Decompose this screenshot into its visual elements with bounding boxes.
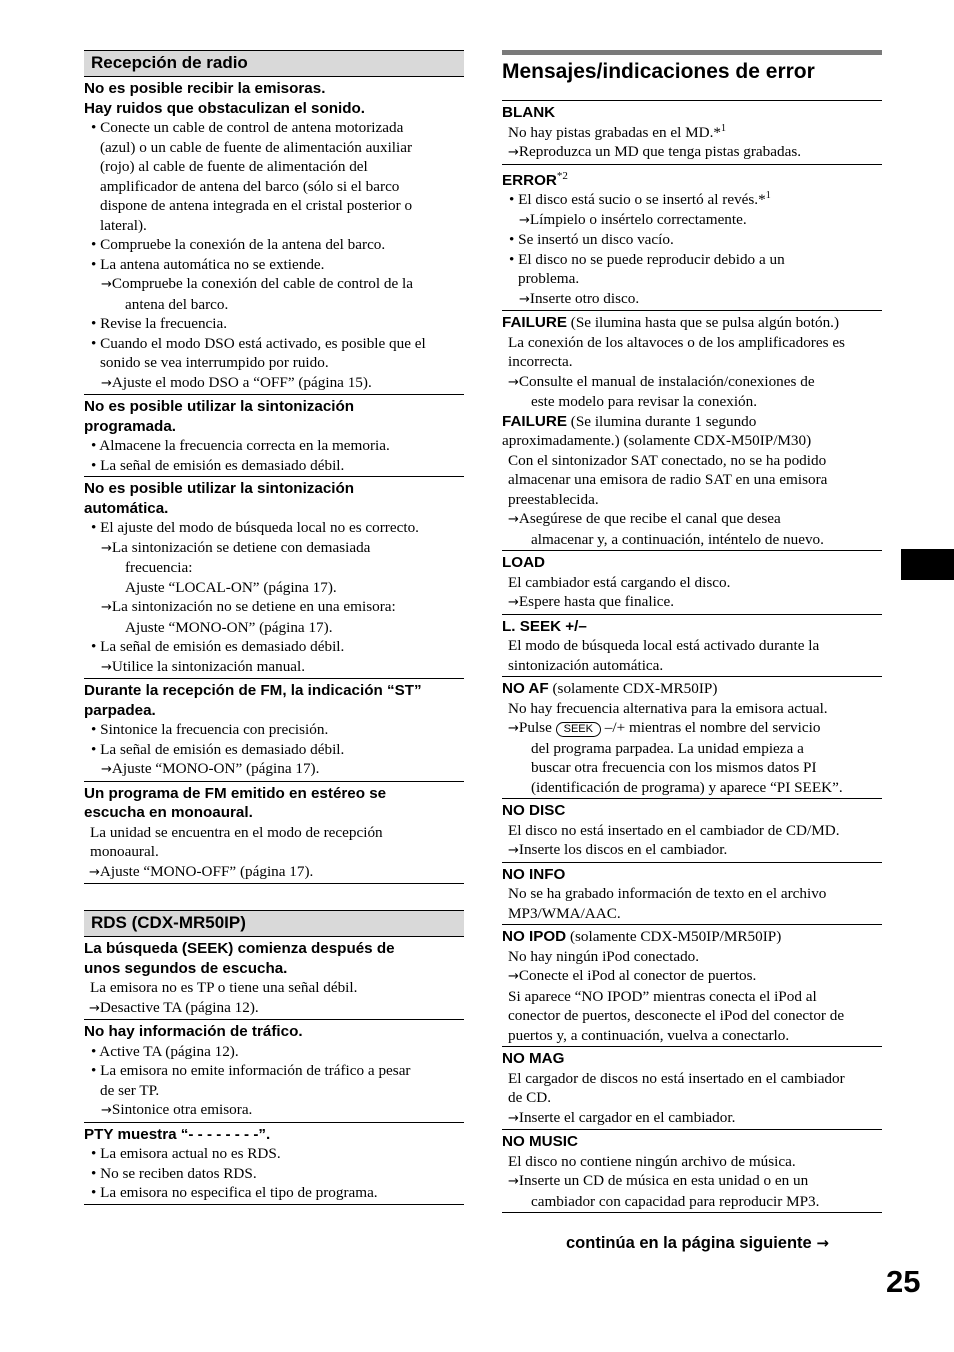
msg-blank bbox=[502, 100, 882, 164]
arrow-item: →Inserte un CD de música en esta unidad o en un bbox=[508, 1172, 809, 1190]
issue-preset-tuning bbox=[84, 395, 464, 477]
arrow-icon: → bbox=[101, 1103, 112, 1118]
arrow-icon: → bbox=[508, 374, 519, 390]
bullet-item: • Almacene la frecuencia correcta en la memoria. bbox=[91, 437, 390, 454]
text-line: conector de puertos, desconecte el iPod del conector de bbox=[508, 1007, 845, 1025]
bullet-item: • Conecte un cable de control de antena motorizada bbox=[91, 119, 404, 136]
bullet-item: • La antena automática no se extiende. bbox=[91, 255, 325, 273]
msg-no-music bbox=[502, 1129, 882, 1213]
issue-title: Durante la recepción de FM, la indicación “ST” bbox=[84, 682, 422, 699]
bullet-item: • Cuando el modo DSO está activado, es posible que el bbox=[91, 334, 426, 352]
arrow-cont: del programa parpadea. La unidad empieza a bbox=[531, 739, 804, 757]
bullet-item: • Revise la frecuencia. bbox=[91, 315, 228, 332]
issue-title: No es posible recibir la emisoras. bbox=[84, 80, 326, 97]
page-title: Mensajes/indicaciones de error bbox=[502, 50, 882, 100]
arrow-item: →Utilice la sintonización manual. bbox=[101, 657, 306, 675]
text-line: Con el sintonizador SAT conectado, no se ha podido bbox=[508, 451, 827, 469]
arrow-icon: → bbox=[519, 291, 530, 307]
bullet-cont: amplificador de antena del barco (sólo si el barco bbox=[100, 177, 400, 195]
arrow-icon: → bbox=[508, 145, 519, 160]
page-number: 25 bbox=[886, 1264, 921, 1299]
msg-code: LOAD bbox=[502, 554, 546, 572]
arrow-item: →Compruebe la conexión del cable de control de la bbox=[101, 275, 414, 292]
msg-no-mag bbox=[502, 1046, 882, 1129]
text-line: aproximadamente.) (solamente CDX-M50IP/M30) bbox=[502, 432, 812, 450]
arrow-item: →Ajuste “MONO-ON” (página 17). bbox=[101, 760, 320, 777]
issue-title: parpadea. bbox=[84, 701, 156, 719]
arrow-item: →Asegúrese de que recibe el canal que desea bbox=[508, 510, 781, 528]
msg-code: NO MAG bbox=[502, 1050, 565, 1068]
text-line: El disco no está insertado en el cambiador de CD/MD. bbox=[508, 821, 840, 839]
arrow-item: →Consulte el manual de instalación/conexiones de bbox=[508, 372, 815, 390]
msg-code: NO MUSIC bbox=[502, 1133, 578, 1151]
issue-title: PTY muestra “- - - - - - - -”. bbox=[84, 1125, 271, 1143]
msg-code: NO INFO bbox=[502, 865, 566, 883]
arrow-icon: → bbox=[508, 1174, 519, 1190]
arrow-icon: → bbox=[508, 843, 519, 859]
msg-load bbox=[502, 550, 882, 614]
arrow-icon: → bbox=[101, 540, 112, 556]
arrow-item: →Espere hasta que finalice. bbox=[508, 593, 675, 611]
arrow-cont: frecuencia: bbox=[125, 559, 193, 576]
thumb-tab-marker bbox=[901, 549, 954, 580]
bullet-cont: sonido se vea interrumpido por ruido. bbox=[100, 354, 329, 371]
arrow-item: →Inserte el cargador en el cambiador. bbox=[508, 1108, 736, 1126]
arrow-icon: → bbox=[101, 600, 112, 615]
arrow-item: →Inserte los discos en el cambiador. bbox=[508, 841, 728, 859]
msg-no-disc bbox=[502, 798, 882, 862]
arrow-item: →Ajuste “MONO-OFF” (página 17). bbox=[89, 862, 314, 880]
section-header-rds: RDS (CDX-MR50IP) bbox=[84, 910, 464, 937]
arrow-item: →Reproduzca un MD que tenga pistas grabadas. bbox=[508, 143, 802, 160]
msg-no-info bbox=[502, 862, 882, 925]
text-line: almacenar una emisora de radio SAT en una emisora bbox=[508, 471, 828, 489]
arrow-icon: → bbox=[89, 864, 100, 880]
bullet-cont: problema. bbox=[518, 270, 580, 288]
text-line: sintonización automática. bbox=[508, 656, 664, 674]
bullet-item: • La emisora no especifica el tipo de programa. bbox=[91, 1184, 378, 1201]
arrow-item: →La sintonización no se detiene en una emisora: bbox=[101, 598, 396, 615]
arrow-item: →Desactive TA (página 12). bbox=[89, 998, 259, 1016]
bullet-cont: lateral). bbox=[100, 216, 147, 234]
text-line: El disco no contiene ningún archivo de música. bbox=[508, 1152, 796, 1170]
right-column bbox=[502, 50, 882, 1213]
arrow-item: →Conecte el iPod al conector de puertos. bbox=[508, 967, 757, 985]
text-line: monoaural. bbox=[90, 843, 159, 860]
bullet-item: • Se insertó un disco vacío. bbox=[509, 231, 674, 249]
arrow-cont: Ajuste “LOCAL-ON” (página 17). bbox=[125, 578, 337, 596]
bullet-item: • La señal de emisión es demasiado débil. bbox=[91, 638, 345, 655]
arrow-icon: → bbox=[101, 277, 112, 292]
bullet-item: • No se reciben datos RDS. bbox=[91, 1164, 257, 1182]
seek-button-icon: SEEK bbox=[556, 722, 601, 737]
arrow-item: →Inserte otro disco. bbox=[519, 289, 640, 307]
bullet-item: • La emisora no emite información de tráfico a pesar bbox=[91, 1062, 411, 1079]
text-line: incorrecta. bbox=[508, 353, 573, 371]
arrow-icon: → bbox=[508, 721, 519, 737]
issue-auto-tuning bbox=[84, 477, 464, 679]
bullet-item: • La señal de emisión es demasiado débil. bbox=[91, 456, 345, 474]
text-line: La unidad se encuentra en el modo de recepción bbox=[90, 823, 383, 841]
arrow-item: →Pulse SEEK –/+ mientras el nombre del servicio bbox=[508, 719, 821, 737]
issue-seek-starts bbox=[84, 937, 464, 1020]
msg-code: ERROR$^{*2}$ bbox=[502, 169, 568, 189]
arrow-icon: → bbox=[101, 762, 112, 777]
msg-failure bbox=[502, 310, 882, 550]
bullet-cont: dispone de antena integrada en el cristal posterior o bbox=[100, 197, 413, 214]
text-line: La conexión de los altavoces o de los amplificadores es bbox=[508, 333, 845, 351]
bullet-cont: (azul) o un cable de fuente de alimentación auxiliar bbox=[100, 138, 413, 156]
arrow-item: →Límpielo o insértelo correctamente. bbox=[519, 210, 747, 228]
arrow-item: →Ajuste el modo DSO a “OFF” (página 15). bbox=[101, 373, 372, 391]
arrow-icon: → bbox=[508, 595, 519, 611]
arrow-icon: → bbox=[508, 512, 519, 528]
arrow-cont: almacenar y, a continuación, inténtelo de nuevo. bbox=[531, 530, 824, 548]
text-line: No hay frecuencia alternativa para la emisora actual. bbox=[508, 699, 828, 717]
bullet-item: • Sintonice la frecuencia con precisión. bbox=[91, 721, 329, 738]
issue-title: Hay ruidos que obstaculizan el sonido. bbox=[84, 99, 366, 117]
issue-no-traffic bbox=[84, 1020, 464, 1123]
bullet-item: • Active TA (página 12). bbox=[91, 1042, 239, 1060]
msg-error bbox=[502, 164, 882, 311]
issue-title: No hay información de tráfico. bbox=[84, 1023, 303, 1040]
continue-note: continúa en la página siguiente → bbox=[566, 1234, 829, 1252]
msg-code: NO AF (solamente CDX-MR50IP) bbox=[502, 680, 718, 698]
msg-code: FAILURE (Se ilumina durante 1 segundo bbox=[502, 412, 757, 430]
msg-code: NO DISC bbox=[502, 802, 566, 820]
text-line: puertos y, a continuación, vuelva a conectarlo. bbox=[508, 1026, 790, 1044]
bullet-item: • El ajuste del modo de búsqueda local no es correcto. bbox=[91, 519, 419, 536]
issue-pty bbox=[84, 1123, 464, 1205]
left-column bbox=[84, 50, 464, 1205]
bullet-cont: (rojo) al cable de fuente de alimentación del bbox=[100, 158, 368, 175]
text-line: No hay pistas grabadas en el MD.*$^1$ bbox=[508, 122, 726, 141]
bullet-item: • El disco está sucio o se insertó al revés.*$^1$ bbox=[509, 190, 771, 209]
arrow-icon: → bbox=[508, 969, 519, 985]
bullet-item: • La emisora actual no es RDS. bbox=[91, 1145, 281, 1162]
text-line: El cambiador está cargando el disco. bbox=[508, 573, 731, 591]
bullet-item: • Compruebe la conexión de la antena del barco. bbox=[91, 236, 386, 253]
issue-title: programada. bbox=[84, 417, 176, 435]
bullet-cont: de ser TP. bbox=[100, 1081, 160, 1099]
arrow-item: →Sintonice otra emisora. bbox=[101, 1101, 253, 1118]
msg-no-af bbox=[502, 676, 882, 798]
text-line: preestablecida. bbox=[508, 490, 599, 508]
issue-no-reception bbox=[84, 77, 464, 395]
issue-st-blinks bbox=[84, 679, 464, 782]
text-line: La emisora no es TP o tiene una señal débil. bbox=[90, 979, 358, 996]
arrow-icon: → bbox=[519, 212, 530, 228]
msg-lseek bbox=[502, 614, 882, 677]
bullet-item: • La señal de emisión es demasiado débil. bbox=[91, 740, 345, 758]
text-line: El modo de búsqueda local está activado durante la bbox=[508, 637, 820, 655]
issue-title: automática. bbox=[84, 499, 169, 517]
issue-title: escucha en monoaural. bbox=[84, 804, 253, 821]
msg-no-ipod bbox=[502, 924, 882, 1046]
arrow-item: →La sintonización se detiene con demasiada bbox=[101, 538, 371, 556]
issue-mono bbox=[84, 782, 464, 885]
issue-title: No es posible utilizar la sintonización bbox=[84, 398, 355, 415]
arrow-cont: antena del barco. bbox=[125, 295, 229, 313]
msg-code: NO IPOD (solamente CDX-M50IP/MR50IP) bbox=[502, 928, 782, 946]
msg-code: BLANK bbox=[502, 104, 556, 121]
arrow-cont: este modelo para revisar la conexión. bbox=[531, 393, 758, 411]
issue-title: La búsqueda (SEEK) comienza después de bbox=[84, 940, 395, 957]
msg-code: FAILURE (Se ilumina hasta que se pulsa algún botón.) bbox=[502, 314, 840, 332]
bullet-item: • El disco no se puede reproducir debido a un bbox=[509, 250, 785, 268]
text-line: No hay ningún iPod conectado. bbox=[508, 947, 700, 965]
issue-title: Un programa de FM emitido en estéreo se bbox=[84, 784, 387, 802]
arrow-icon: → bbox=[89, 1000, 100, 1016]
arrow-icon: → bbox=[816, 1234, 829, 1252]
arrow-cont: (identificación de programa) y aparece “PI SEEK”. bbox=[531, 778, 843, 796]
text-line: El cargador de discos no está insertado en el cambiador bbox=[508, 1069, 845, 1087]
arrow-cont: Ajuste “MONO-ON” (página 17). bbox=[125, 618, 333, 636]
issue-title: unos segundos de escucha. bbox=[84, 959, 288, 977]
arrow-icon: → bbox=[101, 375, 112, 391]
arrow-cont: buscar otra frecuencia con los mismos datos PI bbox=[531, 759, 817, 777]
text-line: MP3/WMA/AAC. bbox=[508, 904, 621, 922]
text-line: Si aparece “NO IPOD” mientras conecta el iPod al bbox=[508, 987, 817, 1005]
arrow-icon: → bbox=[101, 659, 112, 675]
section-header-radio: Recepción de radio bbox=[84, 50, 464, 77]
issue-title: No es posible utilizar la sintonización bbox=[84, 480, 355, 497]
arrow-cont: cambiador con capacidad para reproducir MP3. bbox=[531, 1192, 820, 1210]
msg-code: L. SEEK +/– bbox=[502, 617, 587, 635]
text-line: de CD. bbox=[508, 1089, 552, 1107]
arrow-icon: → bbox=[508, 1110, 519, 1126]
text-line: No se ha grabado información de texto en el archivo bbox=[508, 885, 827, 903]
